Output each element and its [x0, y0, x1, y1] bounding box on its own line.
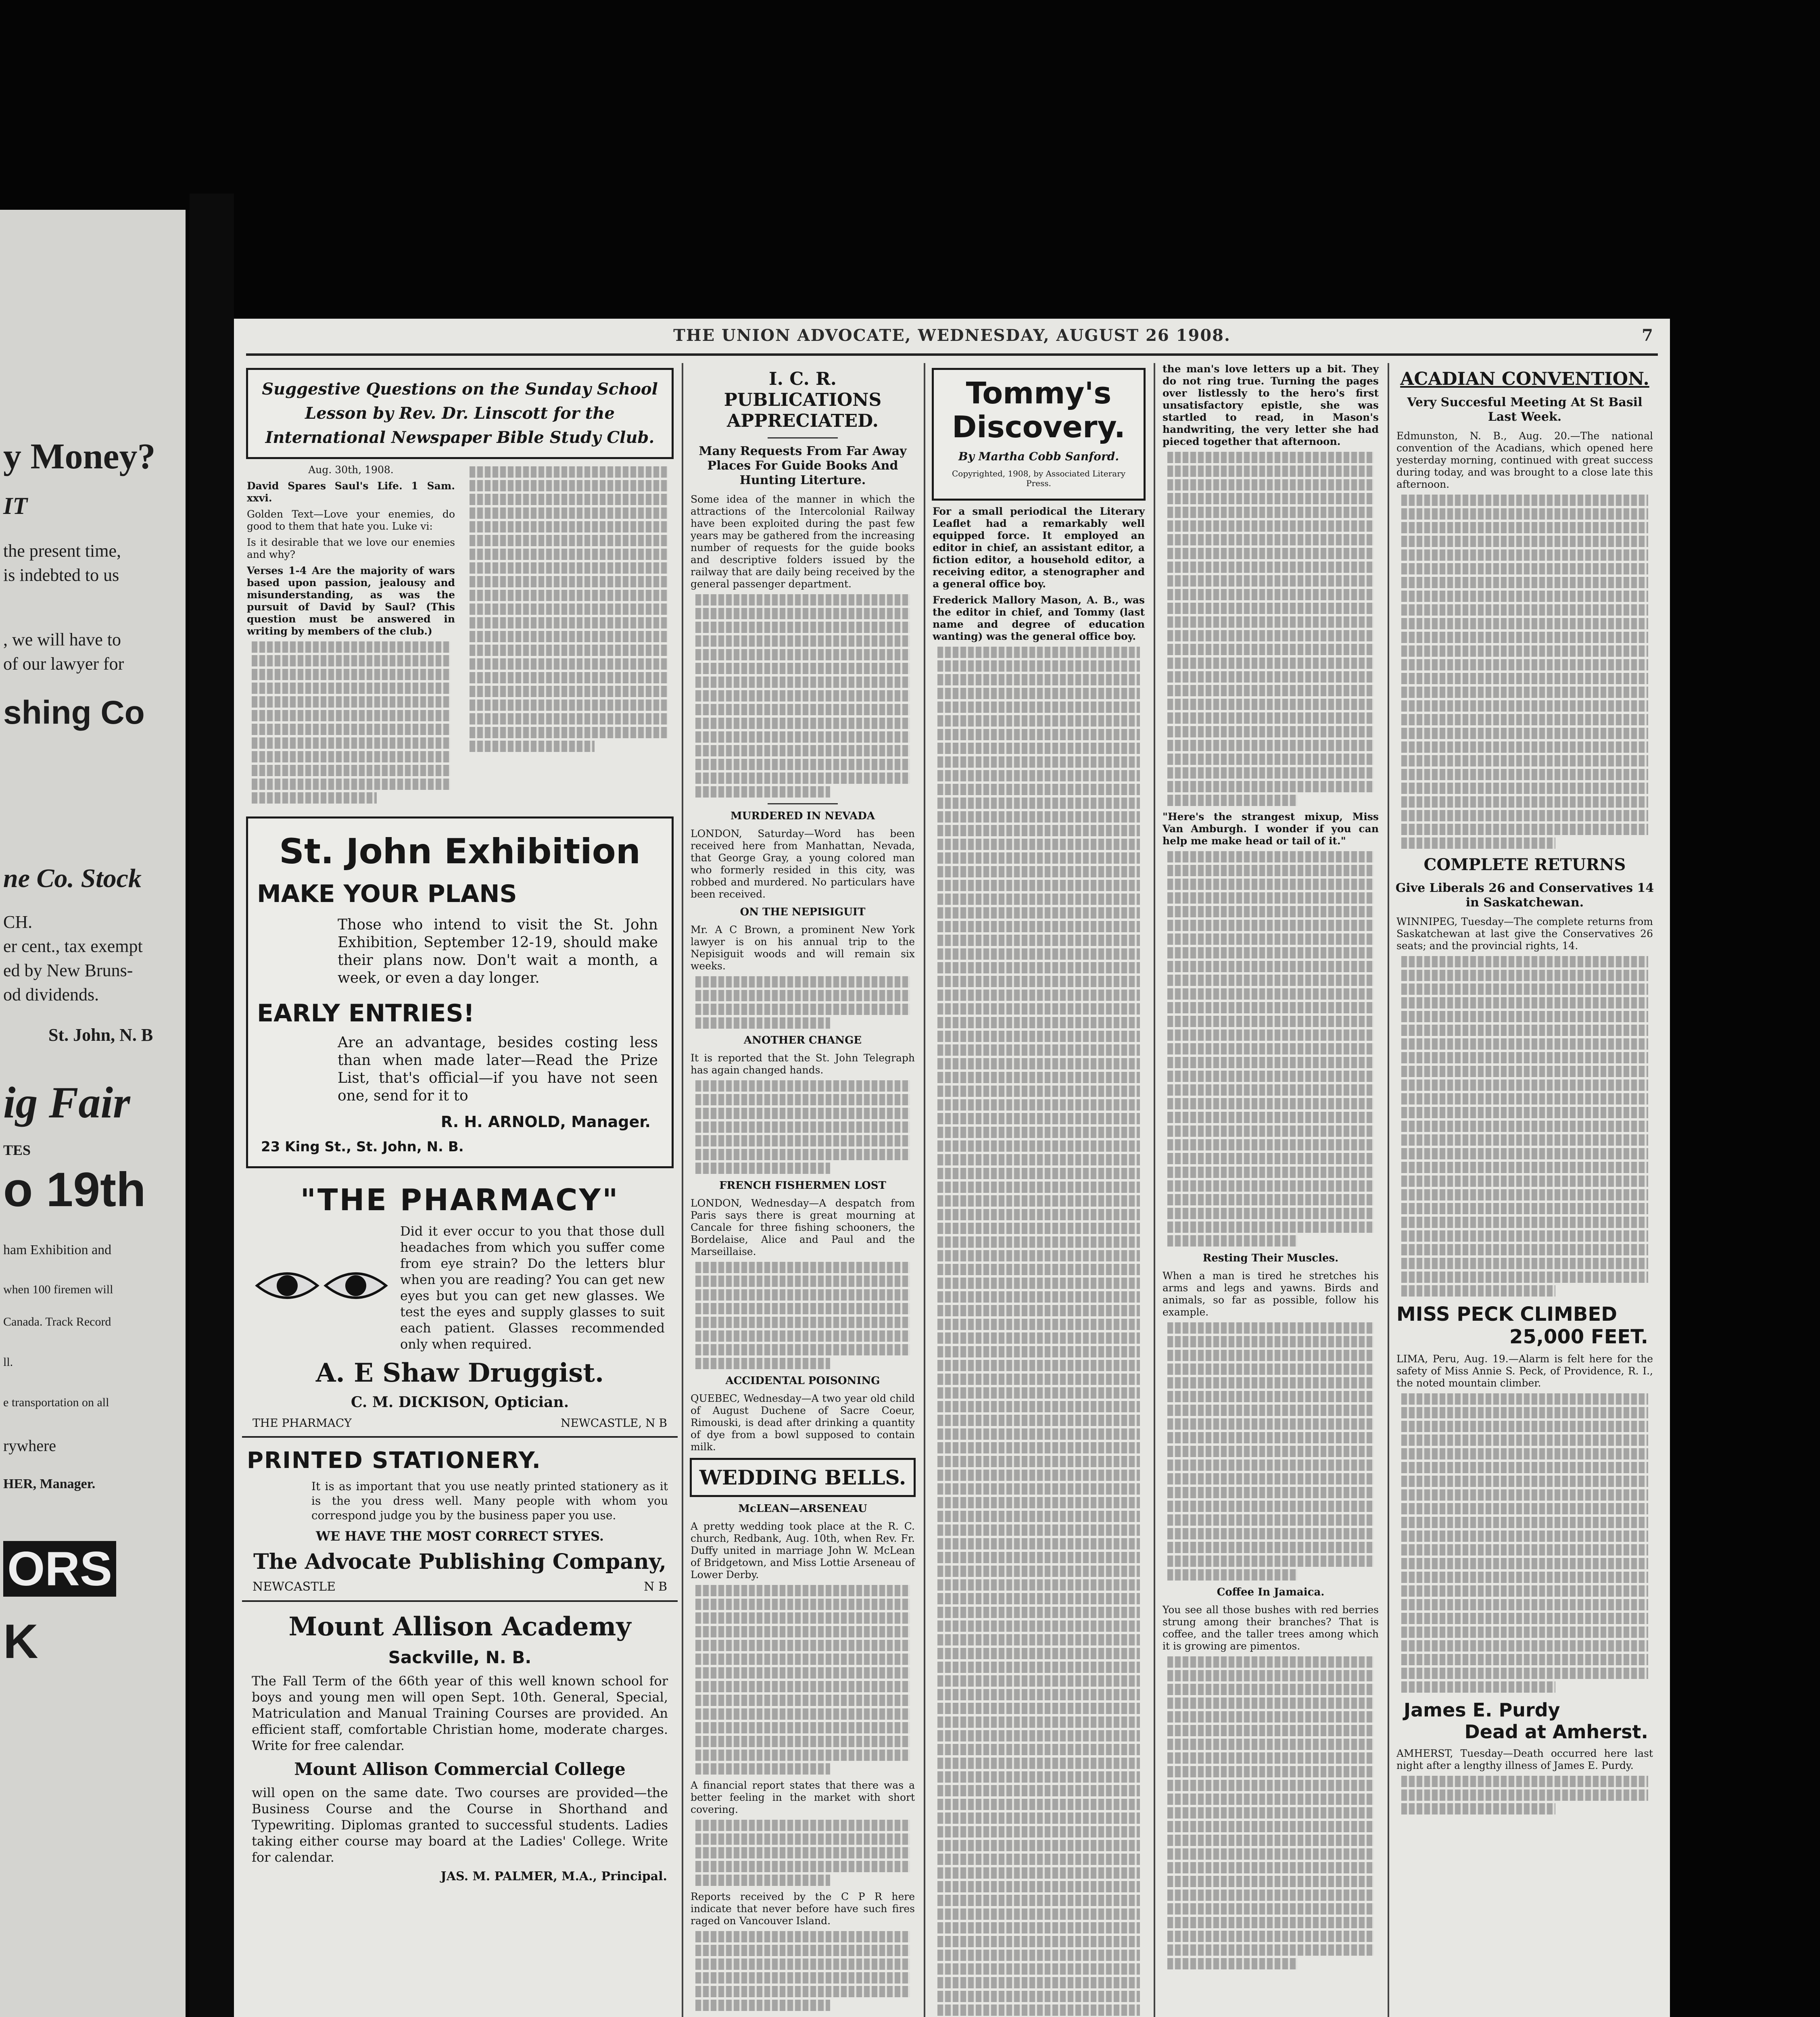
academy-town: Sackville, N. B. — [388, 1647, 532, 1667]
column-rule — [1154, 363, 1155, 2017]
printed-stationery-ad — [242, 1436, 678, 1600]
acadian-title: ACADIAN CONVENTION. — [1400, 369, 1649, 389]
wedding-box — [690, 1458, 916, 1497]
left-fragment-12: od dividends. — [3, 985, 99, 1004]
cpr-body: Reports received by the C P R here indicate that never before have such fires raged on Vancouver Island. — [691, 1891, 915, 1927]
entries-body: Are an advantage, besides costing less than when made later—Read the Prize List, that's official—if you have not seen one, send for it to — [338, 1034, 658, 1104]
academy-title: Mount Allison Academy — [288, 1612, 631, 1642]
header-rule — [246, 353, 1658, 356]
exhibition-subtitle: MAKE YOUR PLANS — [257, 880, 517, 908]
purdy-body: AMHERST, Tuesday—Death occurred here last night after a lengthy illness of James E. Purdy. — [1396, 1748, 1653, 1771]
left-fragment-20: ll. — [3, 1355, 13, 1369]
murder-body: LONDON, Saturday—Word has been received here from Manhattan, Nevada, that George Gray, a young colored man who formerly resided in this city, was robbed and murdered. No particulars have been received. — [691, 828, 915, 900]
story-copyright: Copyrighted, 1908, by Associated Literary Press. — [952, 469, 1125, 488]
lesson-text-filler — [247, 641, 455, 804]
entries-title: EARLY ENTRIES! — [257, 999, 475, 1027]
shaw-druggist: A. E Shaw Druggist. — [315, 1358, 604, 1388]
printed-styes: WE HAVE THE MOST CORRECT STYES. — [315, 1528, 604, 1544]
academy-body: The Fall Term of the 66th year of this well known school for boys and young men will open Sept. 10th. General, Special, Matriculation and Manual Training Courses are provided. An efficient staff, comfortable Christian home, moderate charges. Write for free calendar. — [252, 1673, 668, 1753]
exhibition-title: St. John Exhibition — [279, 831, 641, 872]
story-filler — [933, 647, 1145, 2017]
left-fragment-18: when 100 firemen will — [3, 1283, 113, 1296]
purdy-title: James E. Purdy — [1404, 1699, 1560, 1721]
column-1 — [242, 363, 678, 2017]
advocate-footer-left: NEWCASTLE — [253, 1580, 336, 1594]
coffee-title: Coffee In Jamaica. — [1217, 1586, 1325, 1598]
college-body: will open on the same date. Two courses are provided—the Business Course and the Course in Shorthand and Typewriting. Diplomas granted to successful students. Ladies taking either course may board at the Ladies' College. Write for calendar. — [252, 1785, 668, 1865]
pharmacy-footer — [253, 1416, 667, 1430]
wedding-names: McLEAN—ARSENEAU — [738, 1503, 867, 1515]
lesson-title: David Spares Saul's Life. 1 Sam. xxvi. — [247, 480, 455, 504]
icr-body: Some idea of the manner in which the attractions of the Intercolonial Railway have been exploited during the past few years may be gathered from the increasing number of requests for the guide books and descriptive folders issued by the railway that are daily being received by the general passenger department. — [691, 493, 915, 590]
page-number: 7 — [1642, 326, 1654, 345]
icr-subtitle: Many Requests From Far Away Places For Guide Books And Hunting Literture. — [699, 444, 907, 487]
pharmacy-footer-left: THE PHARMACY — [253, 1416, 352, 1430]
story-continued-2: "Here's the strangest mixup, Miss Van Amburgh. I wonder if you can help me make head or tail of it." — [1163, 811, 1379, 847]
book-spine — [190, 194, 234, 2017]
left-fragment-5: , we will have to — [3, 630, 121, 649]
icr-title: I. C. R. PUBLICATIONS APPRECIATED. — [724, 369, 882, 431]
poison-body: QUEBEC, Wednesday—A two year old child of August Duchene of Sacre Coeur, Rimouski, is dead after drinking a quantity of dye from a bowl supposed to contain milk. — [691, 1393, 915, 1453]
muscles-title: Resting Their Muscles. — [1202, 1252, 1339, 1264]
nepisiguit-body: Mr. A C Brown, a prominent New York lawyer is on his annual trip to the Nepisiguit woods and will remain six weeks. — [691, 924, 915, 972]
fishermen-title: FRENCH FISHERMEN LOST — [719, 1180, 886, 1192]
icr-filler — [691, 594, 915, 798]
returns-body: WINNIPEG, Tuesday—The complete returns from Saskatchewan at last give the Conservatives 26 seats; and the provincial rights, 14. — [1396, 916, 1653, 952]
left-fragment-9: CH. — [3, 912, 33, 932]
acadian-body: Edmunston, N. B., Aug. 20.—The national convention of the Acadians, which opened here yesterday morning, continued with great success during today, and was brought to a close late this afternoon. — [1396, 430, 1653, 490]
question-2: Verses 1-4 Are the majority of wars based upon passion, jealousy and misunderstanding, as was the pursuit of David by Saul? (This question must be answered in writing by members of the club.) — [247, 565, 455, 637]
peck-title: MISS PECK CLIMBED — [1396, 1303, 1618, 1326]
change-title: ANOTHER CHANGE — [743, 1034, 862, 1046]
optician: C. M. DICKISON, Optician. — [351, 1394, 569, 1411]
left-fragment-25: K — [3, 1614, 38, 1668]
printed-body: It is as important that you use neatly printed stationery as it is the you dress well. Many people with whom you correspond judge you by the business paper you use. — [311, 1480, 668, 1522]
left-fragment-24: ORS — [3, 1541, 116, 1597]
advocate-footer-right: N B — [644, 1580, 667, 1594]
story-byline: By Martha Cobb Sanford. — [958, 450, 1119, 463]
exhibition-manager: R. H. ARNOLD, Manager. — [440, 1113, 651, 1131]
column-rule — [1388, 363, 1389, 2017]
academy-principal: JAS. M. PALMER, M.A., Principal. — [440, 1869, 667, 1883]
exhibition-ad — [246, 816, 674, 1168]
column-rule — [682, 363, 683, 2017]
change-body: It is reported that the St. John Telegraph has again changed hands. — [691, 1052, 915, 1076]
left-fragment-17: ham Exhibition and — [3, 1242, 112, 1257]
left-fragment-22: rywhere — [3, 1437, 56, 1455]
pharmacy-body: Did it ever occur to you that those dull headaches from which you suffer come from eye strain? Do the letters blur when you are reading? You can get new eyes but you can get new glasses. We test the eyes and supply glasses to suit each patient. Glasses recommended only when required. — [400, 1224, 665, 1352]
wedding-body: A pretty wedding took place at the R. C. church, Redbank, Aug. 10th, when Rev. Fr. Duffy united in marriage John W. McLean of Bridgetown, and Miss Lottie Arseneau of Lower Derby. — [691, 1520, 915, 1581]
advocate-footer — [253, 1580, 667, 1594]
newspaper-page — [234, 319, 1670, 2017]
exhibition-body: Those who intend to visit the St. John Exhibition, September 12-19, should make their plans now. Don't wait a month, a week, or even a day longer. — [338, 917, 658, 986]
left-fragment-23: HER, Manager. — [3, 1476, 96, 1491]
left-page-fragment — [0, 210, 186, 2017]
printed-title: PRINTED STATIONERY. — [247, 1447, 541, 1474]
peck-body: LIMA, Peru, Aug. 19.—Alarm is felt here for the safety of Miss Annie S. Peck, of Providence, R. I., the noted mountain climber. — [1396, 1353, 1653, 1389]
college-title: Mount Allison Commercial College — [294, 1759, 626, 1779]
advocate-company: The Advocate Publishing Company, — [253, 1549, 667, 1574]
golden-text: Golden Text—Love your enemies, do good to them that hate you. Luke vi: — [247, 508, 455, 532]
left-fragment-6: of our lawyer for — [3, 654, 124, 674]
story-body-2: Frederick Mallory Mason, A. B., was the editor in chief, and Tommy (last name and degree of education wanting) was the general office boy. — [933, 594, 1145, 642]
fishermen-body: LONDON, Wednesday—A despatch from Paris says there is great mourning at Cancale for three fishing schooners, the Bordelaise, Alice and Paul and the Marseillaise. — [691, 1197, 915, 1257]
coffee-body: You see all those bushes with red berries strung among their branches? That is coffee, and the taller trees among which it is growing are pimentos. — [1163, 1604, 1379, 1652]
story-continued: the man's love letters up a bit. They do not ring true. Turning the pages over listlessly to the hero's first unsatisfactory epistle, she was startled to read, in Mason's handwriting, the very letter she had pieced together that afternoon. — [1163, 363, 1379, 447]
financial-body: A financial report states that there was a better feeling in the market with short covering. — [691, 1779, 915, 1815]
pharmacy-title: "THE PHARMACY" — [300, 1183, 620, 1217]
eyes-illustration — [255, 1261, 388, 1314]
murder-title: MURDERED IN NEVADA — [730, 810, 875, 822]
question-1: Is it desirable that we love our enemies and why? — [247, 537, 455, 560]
story-body: For a small periodical the Literary Leaflet had a remarkably well equipped force. It employed an editor in chief, an assistant editor, a fiction editor, a household editor, a receiving editor, a stenographer and a general office boy. — [933, 505, 1145, 590]
left-fragment-15: TES — [3, 1142, 31, 1158]
left-fragment-10: er cent., tax exempt — [3, 936, 143, 956]
left-fragment-7: shing Co — [3, 694, 145, 731]
returns-subtitle: Give Liberals 26 and Conservatives 14 in Saskatchewan. — [1395, 881, 1654, 910]
academy-ad — [242, 1600, 678, 1890]
running-head-title: THE UNION ADVOCATE, WEDNESDAY, AUGUST 26 1908. — [673, 326, 1231, 345]
pharmacy-ad — [242, 1173, 678, 1436]
pharmacy-footer-right: NEWCASTLE, N B — [560, 1416, 667, 1430]
acadian-subtitle: Very Succesful Meeting At St Basil Last Week. — [1407, 395, 1643, 424]
column-4 — [1158, 363, 1384, 2017]
left-fragment-3: the present time, — [3, 541, 121, 561]
muscles-body: When a man is tired he stretches his arms and legs and yawns. Birds and animals, so far as possible, follow his example. — [1163, 1270, 1379, 1318]
sunday-school-box: Suggestive Questions on the Sunday School Lesson by Rev. Dr. Linscott for the International Newspaper Bible Study Club. — [246, 368, 674, 459]
column-5 — [1392, 363, 1658, 2017]
exhibition-address: 23 King St., St. John, N. B. — [261, 1139, 464, 1155]
left-fragment-21: e transportation on all — [3, 1396, 109, 1409]
nepisiguit-title: ON THE NEPISIGUIT — [740, 906, 866, 918]
left-fragment-14: ig Fair — [3, 1078, 130, 1127]
column-rule — [924, 363, 925, 2017]
left-fragment-11: ed by New Bruns- — [3, 960, 133, 980]
story-title-box — [932, 368, 1146, 501]
returns-title: COMPLETE RETURNS — [1423, 855, 1626, 874]
left-fragment-13: St. John, N. B — [48, 1025, 153, 1045]
left-fragment-19: Canada. Track Record — [3, 1315, 111, 1328]
peck-subtitle: 25,000 FEET. — [1509, 1326, 1648, 1348]
poison-title: ACCIDENTAL POISONING — [725, 1375, 880, 1387]
lesson-date: Aug. 30th, 1908. — [308, 464, 394, 476]
running-head — [234, 326, 1670, 350]
wedding-title: WEDDING BELLS. — [699, 1466, 906, 1489]
left-fragment-8: ne Co. Stock — [3, 864, 142, 893]
story-title: Tommy's Discovery. — [952, 376, 1126, 445]
left-fragment-16: o 19th — [3, 1163, 146, 1217]
column-2 — [686, 363, 920, 2017]
column-3 — [928, 363, 1150, 2017]
left-fragment-1: y Money? — [3, 436, 156, 476]
left-fragment-2: IT — [3, 493, 27, 519]
lesson-text-filler-right — [465, 466, 673, 752]
purdy-subtitle: Dead at Amherst. — [1464, 1721, 1648, 1743]
left-fragment-4: is indebted to us — [3, 565, 119, 585]
